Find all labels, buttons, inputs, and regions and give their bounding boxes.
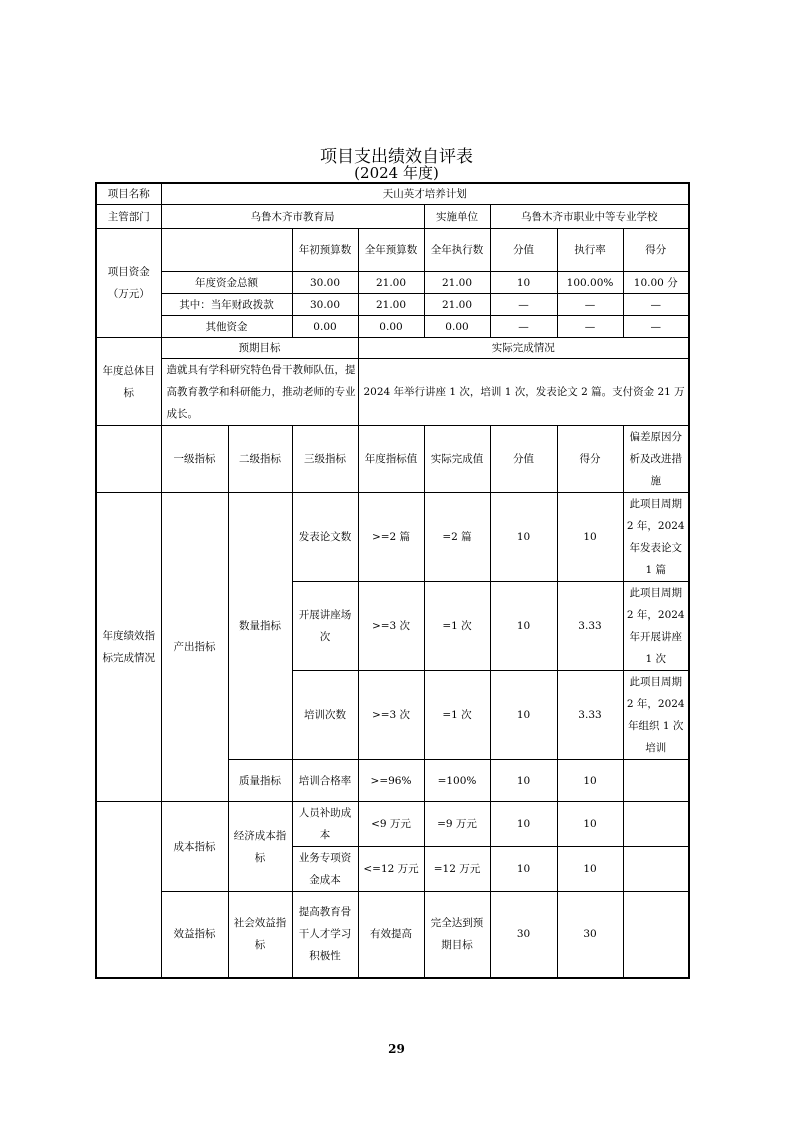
perf-header: 分值	[490, 426, 557, 493]
funds-row	[96, 272, 689, 294]
funds-cell: 0.00	[424, 316, 490, 338]
funds-blank-cell	[161, 229, 292, 272]
goal-content-row	[96, 359, 689, 426]
funds-label: 项目资金（万元）	[96, 229, 161, 338]
perf-got: 10	[557, 493, 623, 582]
perf-note	[623, 760, 689, 802]
perf-label: 年度绩效指标完成情况	[96, 493, 161, 802]
perf-row	[96, 802, 689, 847]
perf-note	[623, 847, 689, 892]
perf-header: 二级指标	[228, 426, 292, 493]
perf-score: 10	[490, 847, 557, 892]
perf-l1: 成本指标	[161, 802, 228, 892]
funds-cell: 30.00	[292, 272, 358, 294]
perf-label-continued	[96, 802, 161, 978]
funds-cell: 30.00	[292, 294, 358, 316]
project-name-row	[96, 183, 689, 205]
perf-target: >=2 篇	[358, 493, 424, 582]
perf-l3: 业务专项资金成本	[292, 847, 358, 892]
perf-l1: 产出指标	[161, 493, 228, 802]
funds-cell: —	[623, 316, 689, 338]
perf-header-blank	[96, 426, 161, 493]
perf-note: 此项目周期 2 年，2024 年组织 1 次培训	[623, 671, 689, 760]
funds-cell: 100.00%	[557, 272, 623, 294]
performance-table	[95, 182, 690, 979]
goal-expected-label: 预期目标	[161, 338, 358, 359]
perf-l2: 经济成本指标	[228, 802, 292, 892]
perf-l3: 培训合格率	[292, 760, 358, 802]
funds-cell: —	[557, 316, 623, 338]
project-name-value: 天山英才培养计划	[161, 183, 689, 205]
perf-header: 实际完成值	[424, 426, 490, 493]
funds-header: 执行率	[557, 229, 623, 272]
funds-row-name: 其中：当年财政拨款	[161, 294, 292, 316]
funds-cell: 10	[490, 272, 557, 294]
page-subtitle: (2024 年度)	[354, 164, 439, 182]
goal-actual-label: 实际完成情况	[358, 338, 689, 359]
perf-header: 得分	[557, 426, 623, 493]
perf-target: <9 万元	[358, 802, 424, 847]
funds-header: 年初预算数	[292, 229, 358, 272]
perf-target: >=3 次	[358, 671, 424, 760]
perf-got: 10	[557, 802, 623, 847]
perf-l1: 效益指标	[161, 892, 228, 978]
page-number: 29	[388, 1042, 405, 1056]
perf-got: 10	[557, 847, 623, 892]
funds-row	[96, 294, 689, 316]
perf-got: 10	[557, 760, 623, 802]
goal-header-row	[96, 338, 689, 359]
funds-row-name: 其他资金	[161, 316, 292, 338]
funds-cell: 0.00	[358, 316, 424, 338]
perf-actual: 完全达到预期目标	[424, 892, 490, 978]
funds-cell: 21.00	[424, 272, 490, 294]
impl-value: 乌鲁木齐市职业中等专业学校	[490, 205, 689, 229]
funds-cell: —	[490, 294, 557, 316]
goal-expected-text: 造就具有学科研究特色骨干教师队伍，提高教育教学和科研能力，推动老师的专业成长。	[161, 359, 358, 426]
funds-row	[96, 316, 689, 338]
perf-l3: 开展讲座场次	[292, 582, 358, 671]
perf-score: 10	[490, 802, 557, 847]
perf-header: 三级指标	[292, 426, 358, 493]
perf-score: 10	[490, 493, 557, 582]
perf-header: 一级指标	[161, 426, 228, 493]
perf-target: >=3 次	[358, 582, 424, 671]
perf-header: 年度指标值	[358, 426, 424, 493]
perf-actual: =9 万元	[424, 802, 490, 847]
perf-note	[623, 892, 689, 978]
perf-header: 偏差原因分析及改进措施	[623, 426, 689, 493]
perf-note	[623, 802, 689, 847]
funds-cell: —	[557, 294, 623, 316]
perf-score: 10	[490, 671, 557, 760]
impl-label: 实施单位	[424, 205, 490, 229]
funds-header: 全年预算数	[358, 229, 424, 272]
goal-label: 年度总体目标	[96, 338, 161, 426]
perf-l2: 质量指标	[228, 760, 292, 802]
perf-actual: =1 次	[424, 671, 490, 760]
perf-l3: 发表论文数	[292, 493, 358, 582]
perf-l3: 培训次数	[292, 671, 358, 760]
funds-header: 分值	[490, 229, 557, 272]
perf-actual: =100%	[424, 760, 490, 802]
goal-actual-text: 2024 年举行讲座 1 次，培训 1 次，发表论文 2 篇。支付资金 21 万	[358, 359, 689, 426]
perf-score: 10	[490, 760, 557, 802]
funds-cell: 0.00	[292, 316, 358, 338]
page-title: 项目支出绩效自评表	[320, 147, 473, 167]
perf-got: 3.33	[557, 671, 623, 760]
funds-cell: 10.00 分	[623, 272, 689, 294]
funds-row-name: 年度资金总额	[161, 272, 292, 294]
perf-score: 10	[490, 582, 557, 671]
perf-l2: 数量指标	[228, 493, 292, 760]
perf-actual: =12 万元	[424, 847, 490, 892]
dept-row	[96, 205, 689, 229]
perf-row	[96, 493, 689, 582]
perf-row	[96, 892, 689, 978]
perf-got: 3.33	[557, 582, 623, 671]
funds-header: 全年执行数	[424, 229, 490, 272]
perf-actual: =1 次	[424, 582, 490, 671]
perf-l2: 社会效益指标	[228, 892, 292, 978]
perf-score: 30	[490, 892, 557, 978]
perf-target: <=12 万元	[358, 847, 424, 892]
funds-cell: 21.00	[358, 272, 424, 294]
perf-got: 30	[557, 892, 623, 978]
funds-header-row	[96, 229, 689, 272]
dept-value: 乌鲁木齐市教育局	[161, 205, 424, 229]
project-name-label: 项目名称	[96, 183, 161, 205]
funds-cell: —	[623, 294, 689, 316]
funds-cell: 21.00	[358, 294, 424, 316]
perf-l3: 提高教育骨干人才学习积极性	[292, 892, 358, 978]
perf-target: >=96%	[358, 760, 424, 802]
funds-header: 得分	[623, 229, 689, 272]
perf-note: 此项目周期 2 年，2024 年开展讲座 1 次	[623, 582, 689, 671]
perf-header-row	[96, 426, 689, 493]
dept-label: 主管部门	[96, 205, 161, 229]
perf-note: 此项目周期 2 年，2024 年发表论文 1 篇	[623, 493, 689, 582]
perf-target: 有效提高	[358, 892, 424, 978]
perf-l3: 人员补助成本	[292, 802, 358, 847]
funds-cell: 21.00	[424, 294, 490, 316]
funds-cell: —	[490, 316, 557, 338]
perf-actual: =2 篇	[424, 493, 490, 582]
